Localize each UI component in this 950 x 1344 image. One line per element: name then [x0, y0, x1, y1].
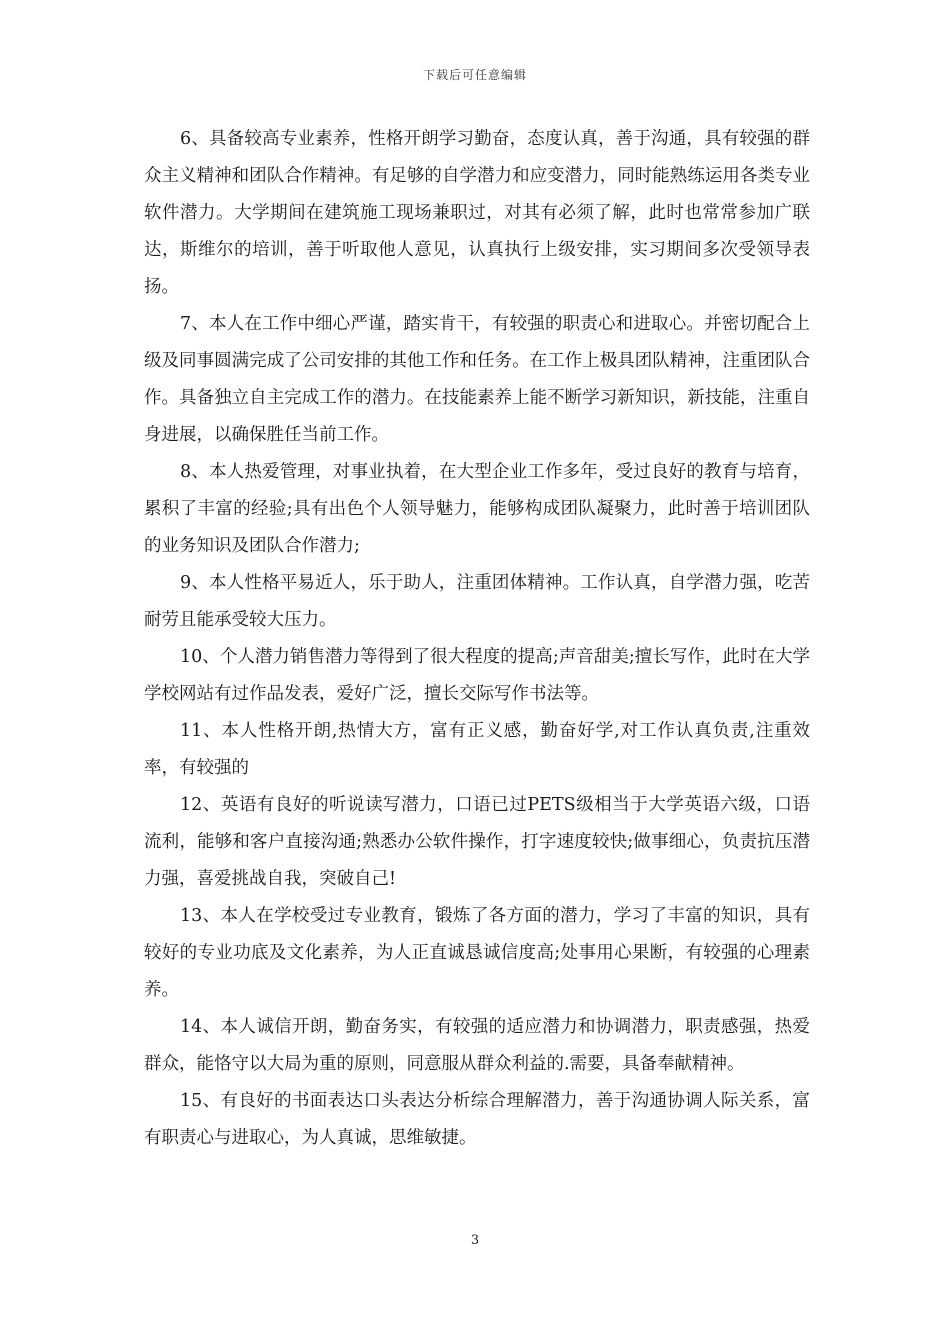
- paragraph-item-9: 9、本人性格平易近人，乐于助人，注重团体精神。工作认真，自学潜力强，吃苦耐劳且能承受较大压力。: [144, 573, 810, 630]
- paragraph-item-13: 13、本人在学校受过专业教育，锻炼了各方面的潜力，学习了丰富的知识，具有较好的专业功底及文化素养，为人正直诚恳诚信度高;处事用心果断，有较强的心理素养。: [144, 906, 810, 1000]
- paragraph-item-11: 11、本人性格开朗,热情大方，富有正义感，勤奋好学,对工作认真负责,注重效率，有较强的: [144, 721, 810, 778]
- paragraph-item-15: 15、有良好的书面表达口头表达分析综合理解潜力，善于沟通协调人际关系，富有职责心与进取心，为人真诚，思维敏捷。: [144, 1091, 810, 1148]
- page-header-note: 下载后可任意编辑: [422, 68, 527, 82]
- paragraph-item-7: 7、本人在工作中细心严谨，踏实肯干，有较强的职责心和进取心。并密切配合上级及同事圆满完成了公司安排的其他工作和任务。在工作上极具团队精神，注重团队合作。具备独立自主完成工作的潜力。在技能素养上能不断学习新知识，新技能，注重自身进展，以确保胜任当前工作。: [144, 314, 810, 445]
- page-number: 3: [470, 1233, 480, 1248]
- paragraph-item-8: 8、本人热爱管理，对事业执着，在大型企业工作多年，受过良好的教育与培育，累积了丰富的经验;具有出色个人领导魅力，能够构成团队凝聚力，此时善于培训团队的业务知识及团队合作潜力;: [144, 462, 810, 556]
- paragraph-item-10: 10、个人潜力销售潜力等得到了很大程度的提高;声音甜美;擅长写作，此时在大学学校网站有过作品发表，爱好广泛，擅长交际写作书法等。: [144, 647, 810, 704]
- paragraph-item-6: 6、具备较高专业素养，性格开朗学习勤奋，态度认真，善于沟通，具有较强的群众主义精神和团队合作精神。有足够的自学潜力和应变潜力，同时能熟练运用各类专业软件潜力。大学期间在建筑施工现场兼职过，对其有必须了解，此时也常常参加广联达，斯维尔的培训，善于听取他人意见，认真执行上级安排，实习期间多次受领导表扬。: [144, 129, 810, 297]
- paragraph-item-14: 14、本人诚信开朗，勤奋务实，有较强的适应潜力和协调潜力，职责感强，热爱群众，能恪守以大局为重的原则，同意服从群众利益的.需要，具备奉献精神。: [144, 1017, 810, 1074]
- paragraph-item-12: 12、英语有良好的听说读写潜力，口语已过PETS级相当于大学英语六级，口语流利，能够和客户直接沟通;熟悉办公软件操作，打字速度较快;做事细心，负责抗压潜力强，喜爱挑战自我，突破自己!: [144, 795, 810, 889]
- document-body: [144, 121, 810, 1157]
